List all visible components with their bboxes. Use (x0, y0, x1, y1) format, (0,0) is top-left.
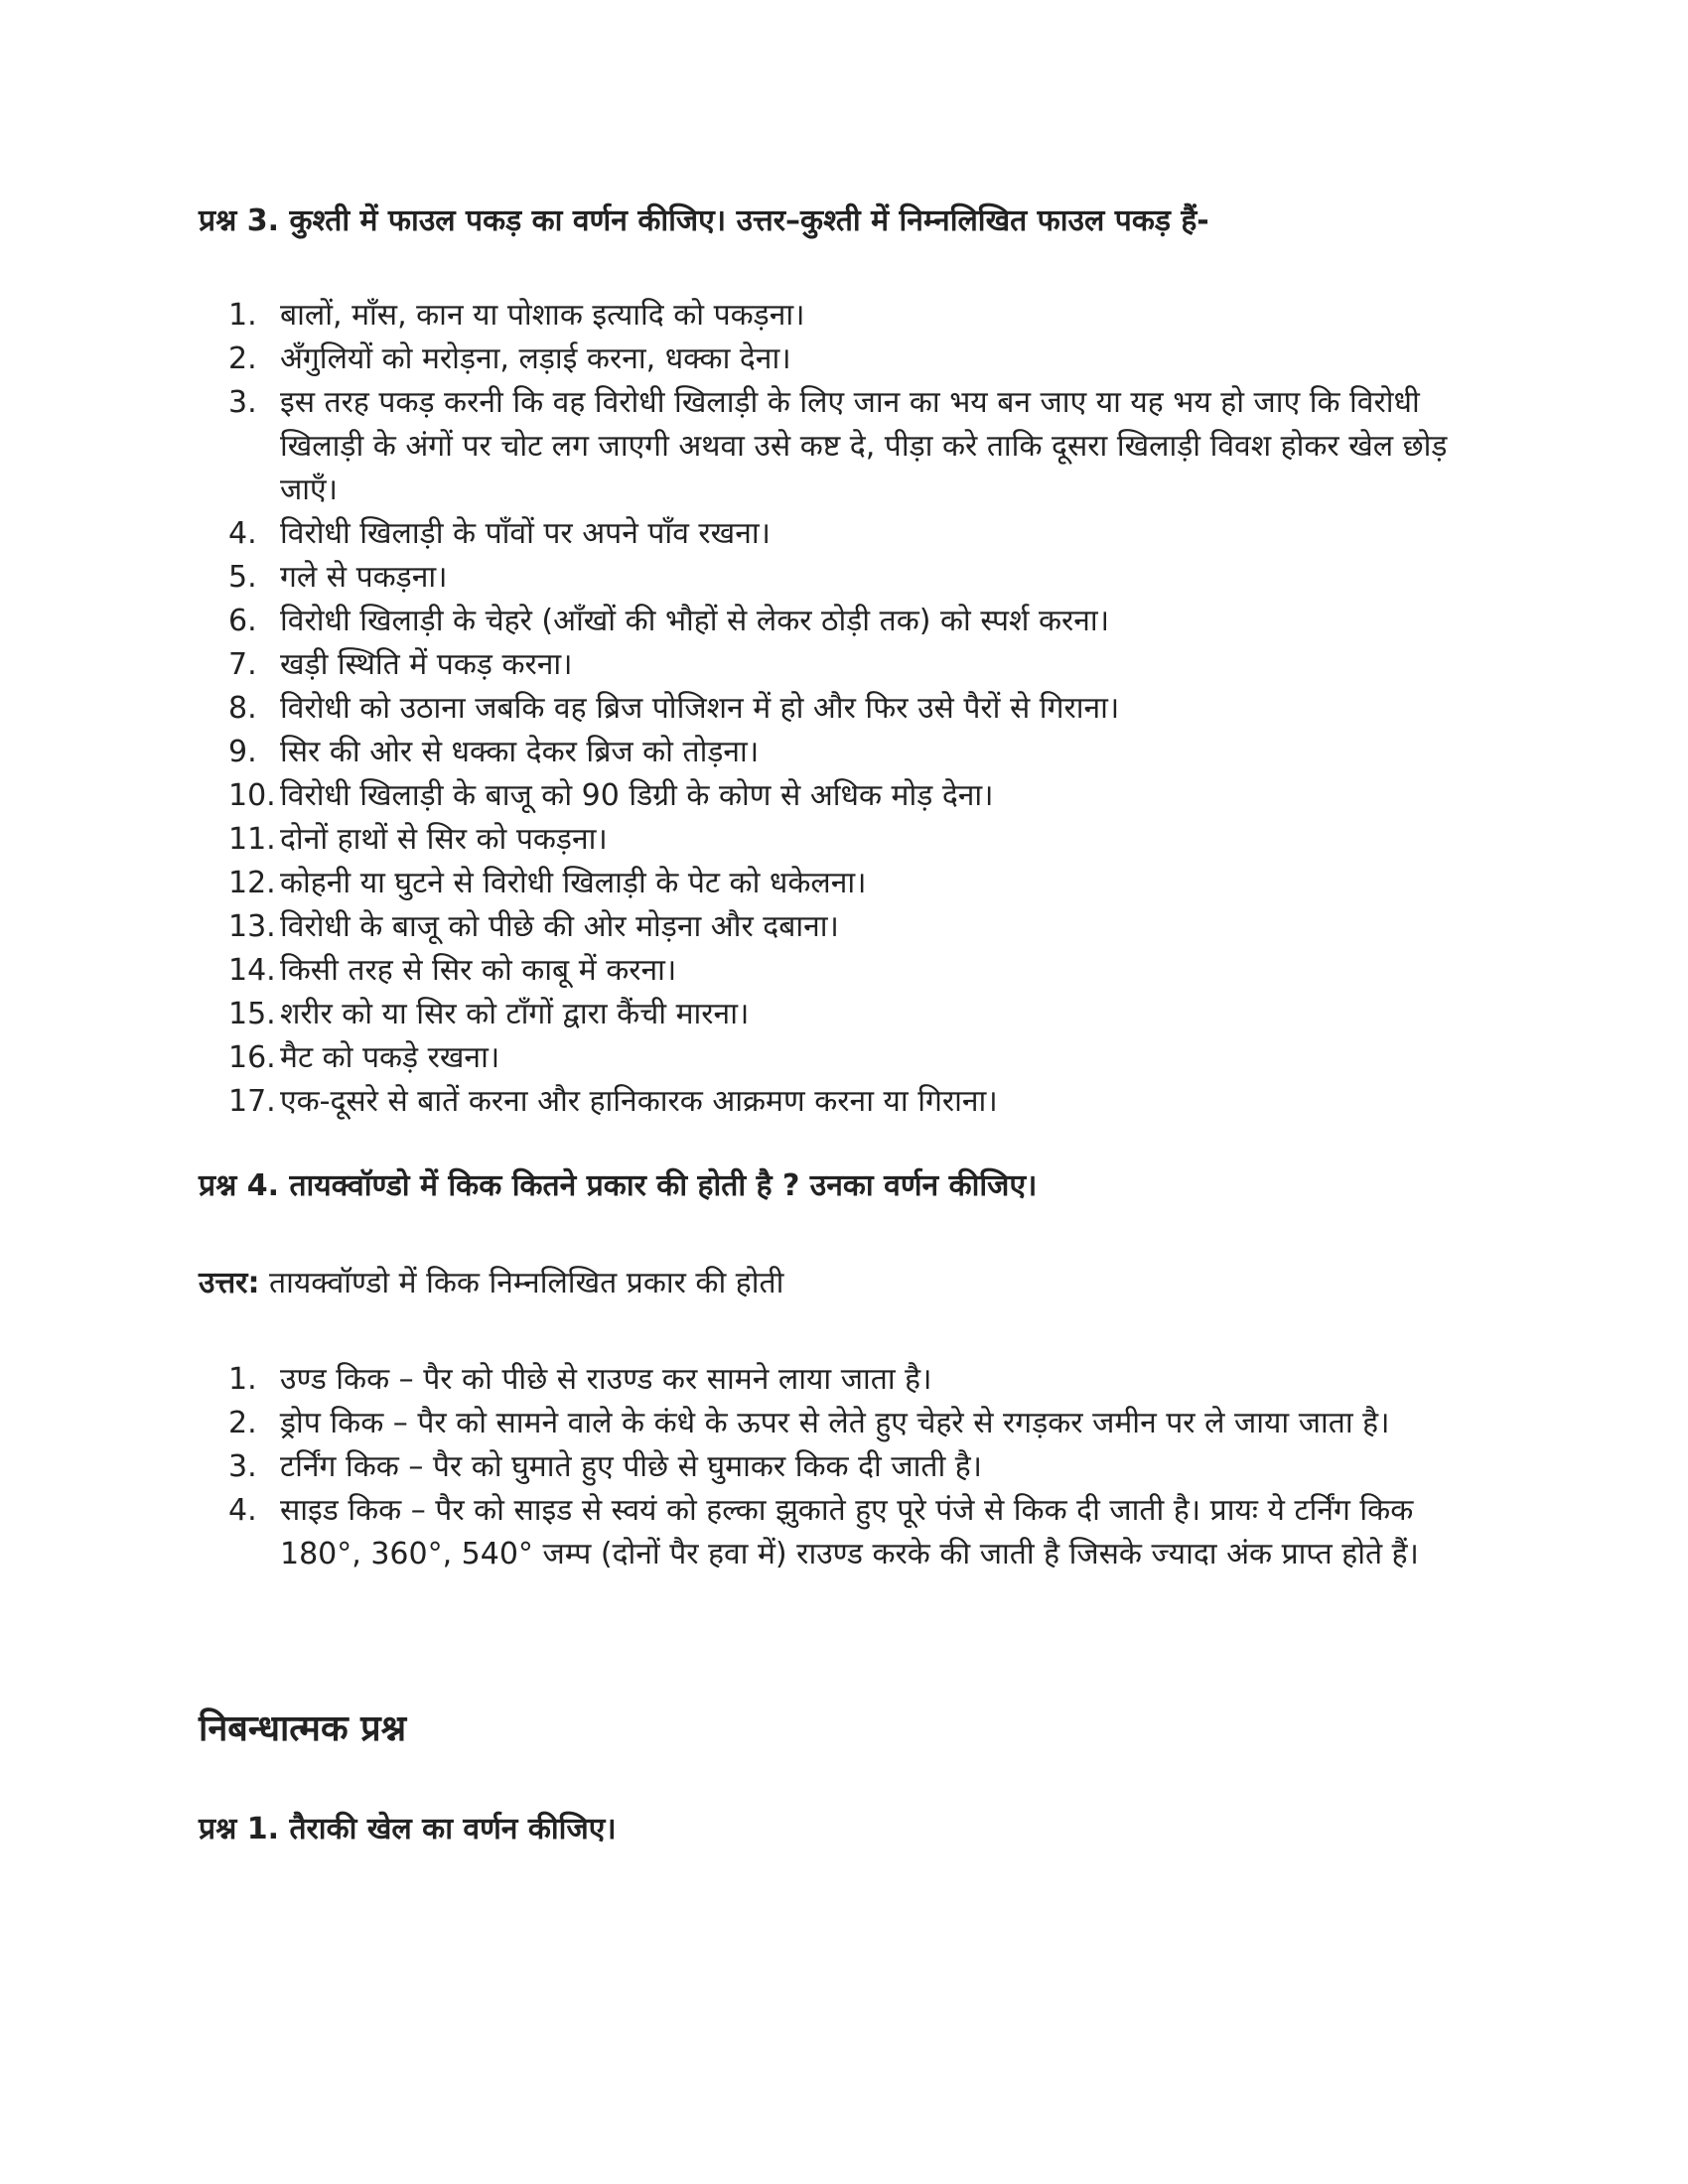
list-item (228, 381, 1470, 512)
list-item (228, 818, 1470, 862)
list-number: 2. (228, 1406, 257, 1440)
list-text: विरोधी के बाजू को पीछे की ओर मोड़ना और दबाना। (280, 909, 839, 944)
answer-text: तायक्वॉण्डो में किक निम्नलिखित प्रकार की होती (259, 1266, 784, 1300)
list-text: ड्रोप किक – पैर को सामने वाले के कंधे के ऊपर से लेते हुए चेहरे से रगड़कर जमीन पर ले जाया जाता है। (280, 1406, 1390, 1440)
list-number: 11. (228, 822, 276, 857)
list-text: एक-दूसरे से बातें करना और हानिकारक आक्रमण करना या गिराना। (280, 1084, 998, 1119)
list-text: विरोधी खिलाड़ी के बाजू को 90 डिग्री के कोण से अधिक मोड़ देना। (280, 778, 994, 813)
list-text: सिर की ओर से धक्का देकर ब्रिज को तोड़ना। (280, 735, 760, 769)
list-text: शरीर को या सिर को टाँगों द्वारा कैंची मारना। (280, 997, 750, 1031)
list-text: कोहनी या घुटने से विरोधी खिलाड़ी के पेट को धकेलना। (280, 866, 867, 900)
list-text: साइड किक – पैर को साइड से स्वयं को हल्का झुकाते हुए पूरे पंजे से किक दी जाती है। प्रायः ये टर्निंग किक 180°, 360°, 540° जम्प (दोनों पैर हवा में) राउण्ड करके की जाती है जिसके ज्यादा अंक प्राप्त होते हैं। (280, 1493, 1419, 1571)
list-item (228, 600, 1470, 643)
list-number: 3. (228, 385, 257, 420)
list-item (228, 338, 1470, 381)
list-number: 13. (228, 909, 276, 944)
section-heading: निबन्धात्मक प्रश्न (199, 1708, 407, 1749)
list-number: 12. (228, 866, 276, 900)
list-text: विरोधी खिलाड़ी के पाँवों पर अपने पाँव रखना। (280, 516, 772, 551)
list-item (228, 1358, 1470, 1402)
foul-holds-list (228, 294, 1470, 1124)
list-item (228, 905, 1470, 949)
list-item (228, 1402, 1470, 1445)
list-number: 3. (228, 1449, 257, 1484)
list-item (228, 643, 1470, 687)
answer-line (199, 1261, 783, 1301)
list-item (228, 1489, 1470, 1576)
list-number: 1. (228, 1362, 257, 1397)
list-number: 4. (228, 1493, 257, 1528)
list-text: गले से पकड़ना। (280, 560, 448, 595)
list-item (228, 774, 1470, 818)
list-number: 1. (228, 298, 257, 333)
list-text: किसी तरह से सिर को काबू में करना। (280, 953, 677, 988)
list-item (228, 512, 1470, 556)
list-text: उण्ड किक – पैर को पीछे से राउण्ड कर सामने लाया जाता है। (280, 1362, 932, 1397)
list-item (228, 993, 1470, 1036)
kick-types-list (228, 1358, 1470, 1576)
list-text: दोनों हाथों से सिर को पकड़ना। (280, 822, 608, 857)
list-item (228, 1080, 1470, 1124)
list-item (228, 731, 1470, 774)
list-number: 7. (228, 647, 257, 682)
list-text: टर्निंग किक – पैर को घुमाते हुए पीछे से घुमाकर किक दी जाती है। (280, 1449, 983, 1484)
question-4-heading: प्रश्न 4. तायक्वॉण्डो में किक कितने प्रकार की होती है ? उनका वर्णन कीजिए। (199, 1168, 1038, 1203)
list-number: 14. (228, 953, 276, 988)
list-number: 9. (228, 735, 257, 769)
list-item (228, 1445, 1470, 1489)
answer-label: उत्तर: (199, 1266, 260, 1300)
list-text: विरोधी को उठाना जबकि वह ब्रिज पोजिशन में हो और फिर उसे पैरों से गिराना। (280, 691, 1120, 726)
list-item (228, 687, 1470, 731)
list-text: विरोधी खिलाड़ी के चेहरे (आँखों की भौहों से लेकर ठोड़ी तक) को स्पर्श करना। (280, 604, 1110, 638)
question-3-heading: प्रश्न 3. कुश्ती में फाउल पकड़ का वर्णन कीजिए। उत्तर–कुश्ती में निम्नलिखित फाउल पकड़ हैं- (199, 204, 1209, 238)
list-item (228, 862, 1470, 905)
list-item (228, 294, 1470, 338)
list-number: 4. (228, 516, 257, 551)
list-text: अँगुलियों को मरोड़ना, लड़ाई करना, धक्का देना। (280, 341, 791, 376)
question-1-heading: प्रश्न 1. तैराकी खेल का वर्णन कीजिए। (199, 1812, 617, 1846)
list-item (228, 1036, 1470, 1080)
list-text: खड़ी स्थिति में पकड़ करना। (280, 647, 573, 682)
list-number: 6. (228, 604, 257, 638)
list-item (228, 556, 1470, 600)
list-number: 17. (228, 1084, 276, 1119)
list-item (228, 949, 1470, 993)
list-text: इस तरह पकड़ करनी कि वह विरोधी खिलाड़ी के लिए जान का भय बन जाए या यह भय हो जाए कि विरोधी खिलाड़ी के अंगों पर चोट लग जाएगी अथवा उसे कष्ट दे, पीड़ा करे ताकि दूसरा खिलाड़ी विवश होकर खेल छोड़ जाएँ। (280, 385, 1448, 507)
list-number: 16. (228, 1040, 276, 1075)
list-number: 2. (228, 341, 257, 376)
list-text: बालों, माँस, कान या पोशाक इत्यादि को पकड़ना। (280, 298, 805, 333)
list-number: 5. (228, 560, 257, 595)
list-number: 15. (228, 997, 276, 1031)
list-number: 10. (228, 778, 276, 813)
list-text: मैट को पकड़े रखना। (280, 1040, 500, 1075)
list-number: 8. (228, 691, 257, 726)
